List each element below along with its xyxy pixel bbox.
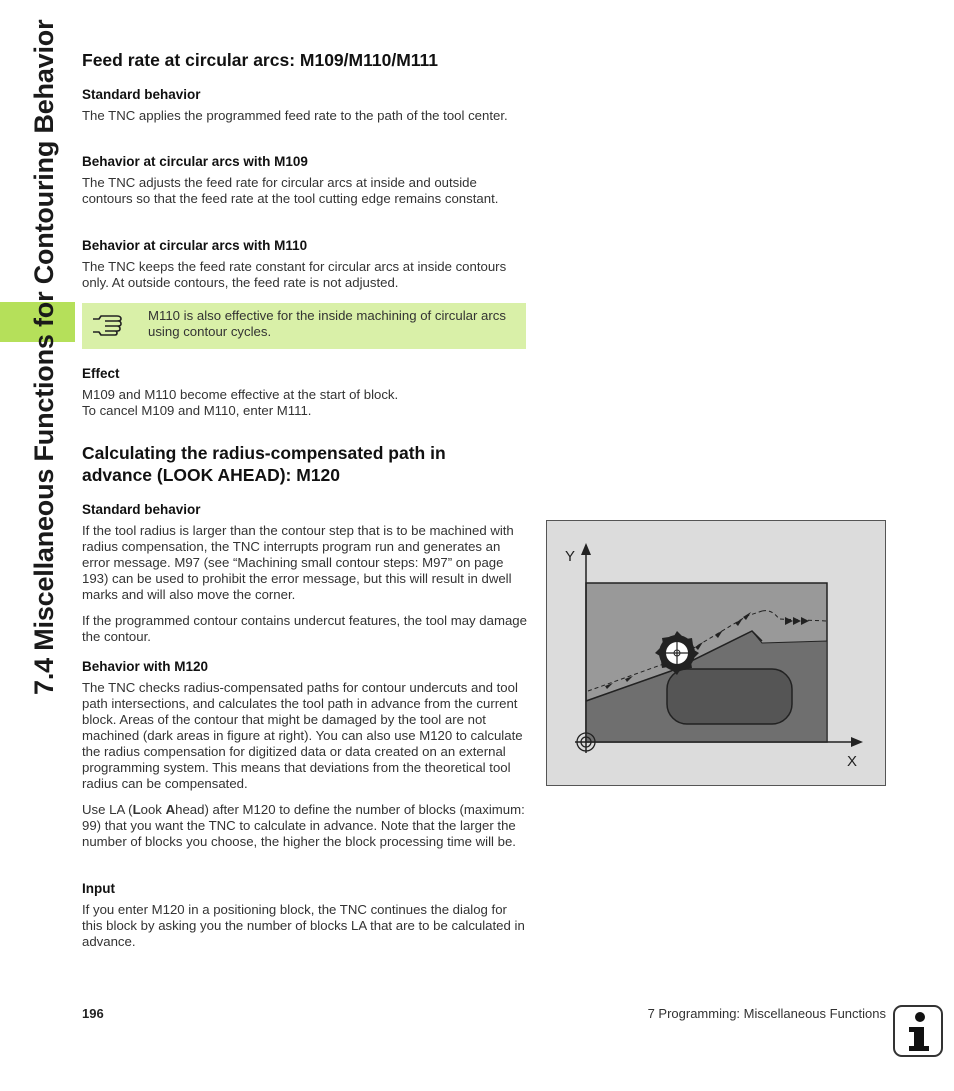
- paragraph-standard-behavior: The TNC applies the programmed feed rate to the path of the tool center.: [82, 108, 508, 123]
- page-number: 196: [82, 1006, 104, 1021]
- subheading-m110: Behavior at circular arcs with M110: [82, 238, 308, 253]
- pointing-hand-icon: [91, 311, 127, 342]
- x-axis-label: X: [847, 753, 858, 770]
- paragraph-m109: The TNC adjusts the feed rate for circular arcs at inside and outside contours so that the feed rate at the tool cutting edge remains constant.: [82, 175, 499, 206]
- paragraph-effect-line1: M109 and M110 become effective at the start of block.: [82, 387, 399, 402]
- y-axis-label: Y: [565, 548, 576, 565]
- subheading-m109: Behavior at circular arcs with M109: [82, 154, 308, 169]
- paragraph-m120: The TNC checks radius-compensated paths for contour undercuts and tool path intersections, and calculates the tool path in advance from the current block. Areas of the contour that might be damaged by the tool are not machined (dark areas in figure at right). You can also use M120 to calculate the radius compensation for digitized data or data created on an external programming system. This means that deviations from the theoretical tool radius can be compensated.: [82, 680, 523, 791]
- subheading-m120: Behavior with M120: [82, 659, 209, 674]
- paragraph-standard-behavior-2a: If the tool radius is larger than the contour step that is to be machined with radius compensation, the TNC interrupts program run and generates an error message. M97 (see “Machining small contour steps: M97” on page 193) can be used to prohibit the error message, but this will result in dwell marks and will also move the corner.: [82, 523, 514, 602]
- subheading-effect: Effect: [82, 366, 120, 381]
- info-icon: [893, 1005, 943, 1057]
- look-ahead-figure: [546, 520, 886, 786]
- paragraph-look-ahead: Use LA (Look Ahead) after M120 to define the number of blocks (maximum: 99) that you want the TNC to calculate in advance. Note that the larger the number of blocks you choose, the higher the block processing time will be.: [82, 802, 525, 849]
- section-heading-look-ahead: Calculating the radius-compensated path in advance (LOOK AHEAD): M120: [82, 443, 446, 485]
- subheading-standard-behavior-2: Standard behavior: [82, 502, 201, 517]
- section-heading-feed-rate: Feed rate at circular arcs: M109/M110/M111: [82, 50, 439, 70]
- paragraph-effect-line2: To cancel M109 and M110, enter M111.: [82, 403, 312, 418]
- note-text: M110 is also effective for the inside machining of circular arcs using contour cycles.: [148, 308, 506, 339]
- sidebar-chapter-title: 7.4 Miscellaneous Functions for Contouring Behavior: [29, 19, 59, 695]
- subheading-standard-behavior: Standard behavior: [82, 87, 201, 102]
- note-box: [82, 303, 526, 349]
- undercut-pocket: [667, 669, 792, 724]
- paragraph-m110: The TNC keeps the feed rate constant for circular arcs at inside contours only. At outside contours, the feed rate is not adjusted.: [82, 259, 507, 290]
- paragraph-input: If you enter M120 in a positioning block, the TNC continues the dialog for this block by asking you the number of blocks LA that are to be calculated in advance.: [82, 902, 525, 949]
- subheading-input: Input: [82, 881, 115, 896]
- footer-chapter: 7 Programming: Miscellaneous Functions: [647, 1006, 886, 1021]
- paragraph-standard-behavior-2b: If the programmed contour contains undercut features, the tool may damage the contour.: [82, 613, 527, 644]
